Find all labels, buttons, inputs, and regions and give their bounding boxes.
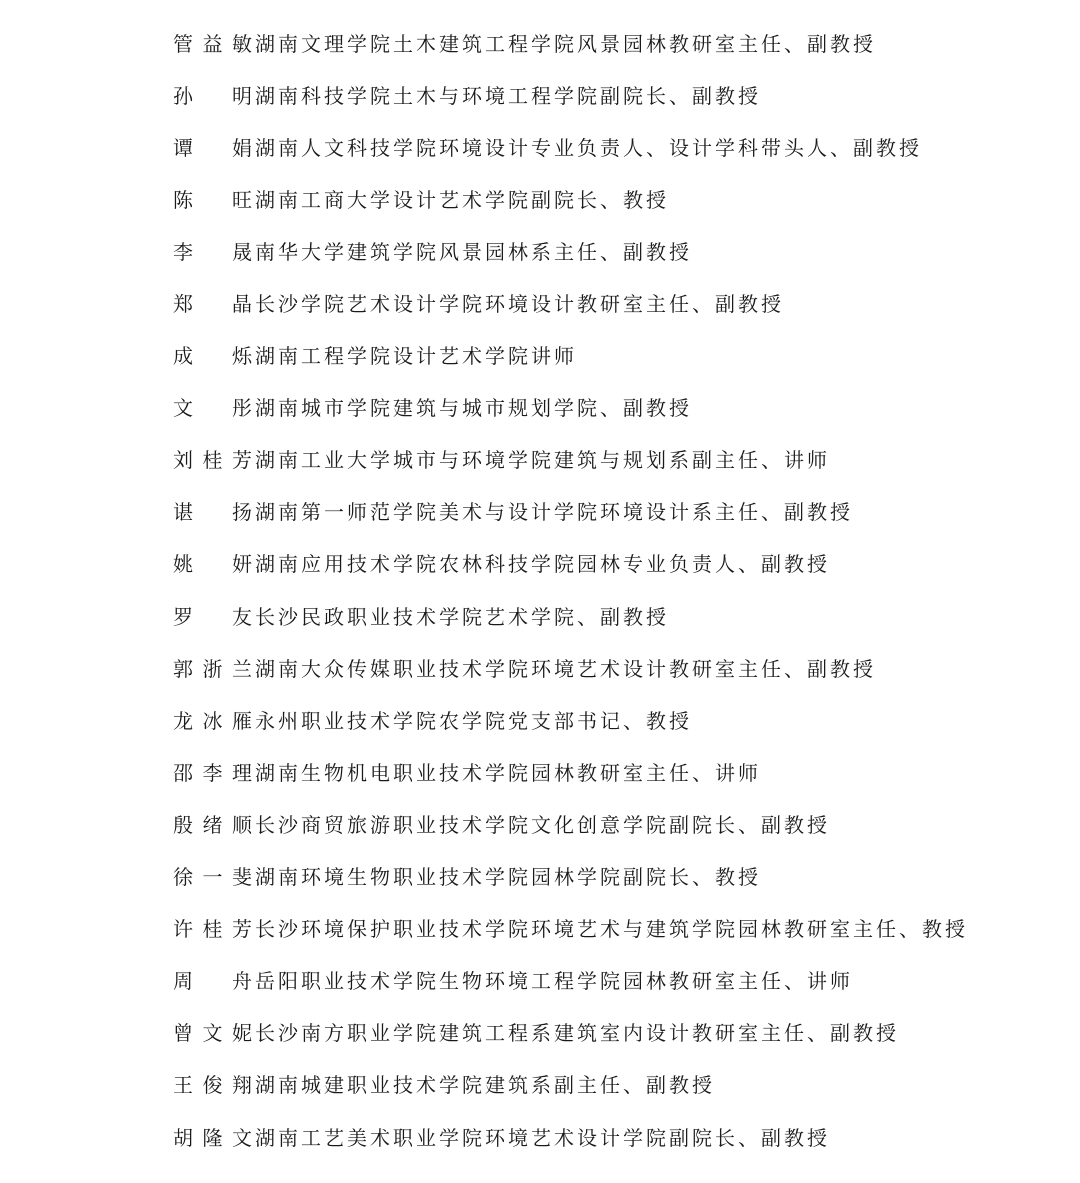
member-name: 孙 明 [173, 83, 255, 108]
member-title: 湖南工业大学城市与环境学院建筑与规划系副主任、讲师 [255, 448, 830, 473]
member-name: 周 舟 [173, 969, 255, 994]
member-row [173, 16, 1053, 68]
member-name: 许桂芳 [173, 917, 255, 942]
member-name: 管益敏 [173, 31, 255, 56]
member-row [173, 1006, 1053, 1058]
member-row [173, 1058, 1053, 1110]
member-title: 湖南城建职业技术学院建筑系副主任、副教授 [255, 1073, 715, 1098]
member-name: 李 晟 [173, 239, 255, 264]
member-name: 成 烁 [173, 344, 255, 369]
member-row [173, 797, 1053, 849]
member-name: 姚 妍 [173, 552, 255, 577]
member-title: 永州职业技术学院农学院党支部书记、教授 [255, 708, 692, 733]
member-title: 岳阳职业技术学院生物环境工程学院园林教研室主任、讲师 [255, 969, 853, 994]
member-name: 郭浙兰 [173, 656, 255, 681]
member-title: 湖南第一师范学院美术与设计学院环境设计系主任、副教授 [255, 500, 853, 525]
member-name: 谭 娟 [173, 135, 255, 160]
member-list [173, 16, 1053, 1162]
member-name: 谌 扬 [173, 500, 255, 525]
member-row [173, 120, 1053, 172]
member-title: 湖南大众传媒职业技术学院环境艺术设计教研室主任、副教授 [255, 656, 876, 681]
member-row [173, 1110, 1053, 1162]
member-row [173, 693, 1053, 745]
member-row [173, 537, 1053, 589]
member-title: 湖南工商大学设计艺术学院副院长、教授 [255, 187, 669, 212]
member-row [173, 172, 1053, 224]
member-title: 湖南环境生物职业技术学院园林学院副院长、教授 [255, 865, 761, 890]
member-title: 湖南生物机电职业技术学院园林教研室主任、讲师 [255, 760, 761, 785]
member-title: 南华大学建筑学院风景园林系主任、副教授 [255, 239, 692, 264]
member-title: 湖南工艺美术职业学院环境艺术设计学院副院长、副教授 [255, 1125, 830, 1150]
member-title: 湖南文理学院土木建筑工程学院风景园林教研室主任、副教授 [255, 31, 876, 56]
member-row [173, 850, 1053, 902]
member-title: 长沙商贸旅游职业技术学院文化创意学院副院长、副教授 [255, 812, 830, 837]
member-row [173, 641, 1053, 693]
member-row [173, 433, 1053, 485]
member-name: 罗 友 [173, 604, 255, 629]
member-name: 邵李理 [173, 760, 255, 785]
member-row [173, 954, 1053, 1006]
member-title: 长沙民政职业技术学院艺术学院、副教授 [255, 604, 669, 629]
member-name: 刘桂芳 [173, 448, 255, 473]
member-name: 胡隆文 [173, 1125, 255, 1150]
member-row [173, 276, 1053, 328]
member-name: 曾文妮 [173, 1021, 255, 1046]
member-name: 殷绪顺 [173, 812, 255, 837]
member-name: 陈 旺 [173, 187, 255, 212]
member-title: 湖南人文科技学院环境设计专业负责人、设计学科带头人、副教授 [255, 135, 922, 160]
member-title: 湖南城市学院建筑与城市规划学院、副教授 [255, 396, 692, 421]
member-row [173, 589, 1053, 641]
member-row [173, 902, 1053, 954]
member-title: 长沙南方职业学院建筑工程系建筑室内设计教研室主任、副教授 [255, 1021, 899, 1046]
member-row [173, 224, 1053, 276]
member-name: 郑 晶 [173, 292, 255, 317]
member-title: 长沙环境保护职业技术学院环境艺术与建筑学院园林教研室主任、教授 [255, 917, 968, 942]
member-row [173, 329, 1053, 381]
member-name: 龙冰雁 [173, 708, 255, 733]
member-name: 文 彤 [173, 396, 255, 421]
member-row [173, 68, 1053, 120]
member-row [173, 485, 1053, 537]
member-row [173, 381, 1053, 433]
member-name: 徐一斐 [173, 865, 255, 890]
member-title: 湖南工程学院设计艺术学院讲师 [255, 344, 577, 369]
member-title: 长沙学院艺术设计学院环境设计教研室主任、副教授 [255, 292, 784, 317]
member-row [173, 745, 1053, 797]
member-title: 湖南应用技术学院农林科技学院园林专业负责人、副教授 [255, 552, 830, 577]
member-name: 王俊翔 [173, 1073, 255, 1098]
member-title: 湖南科技学院土木与环境工程学院副院长、副教授 [255, 83, 761, 108]
